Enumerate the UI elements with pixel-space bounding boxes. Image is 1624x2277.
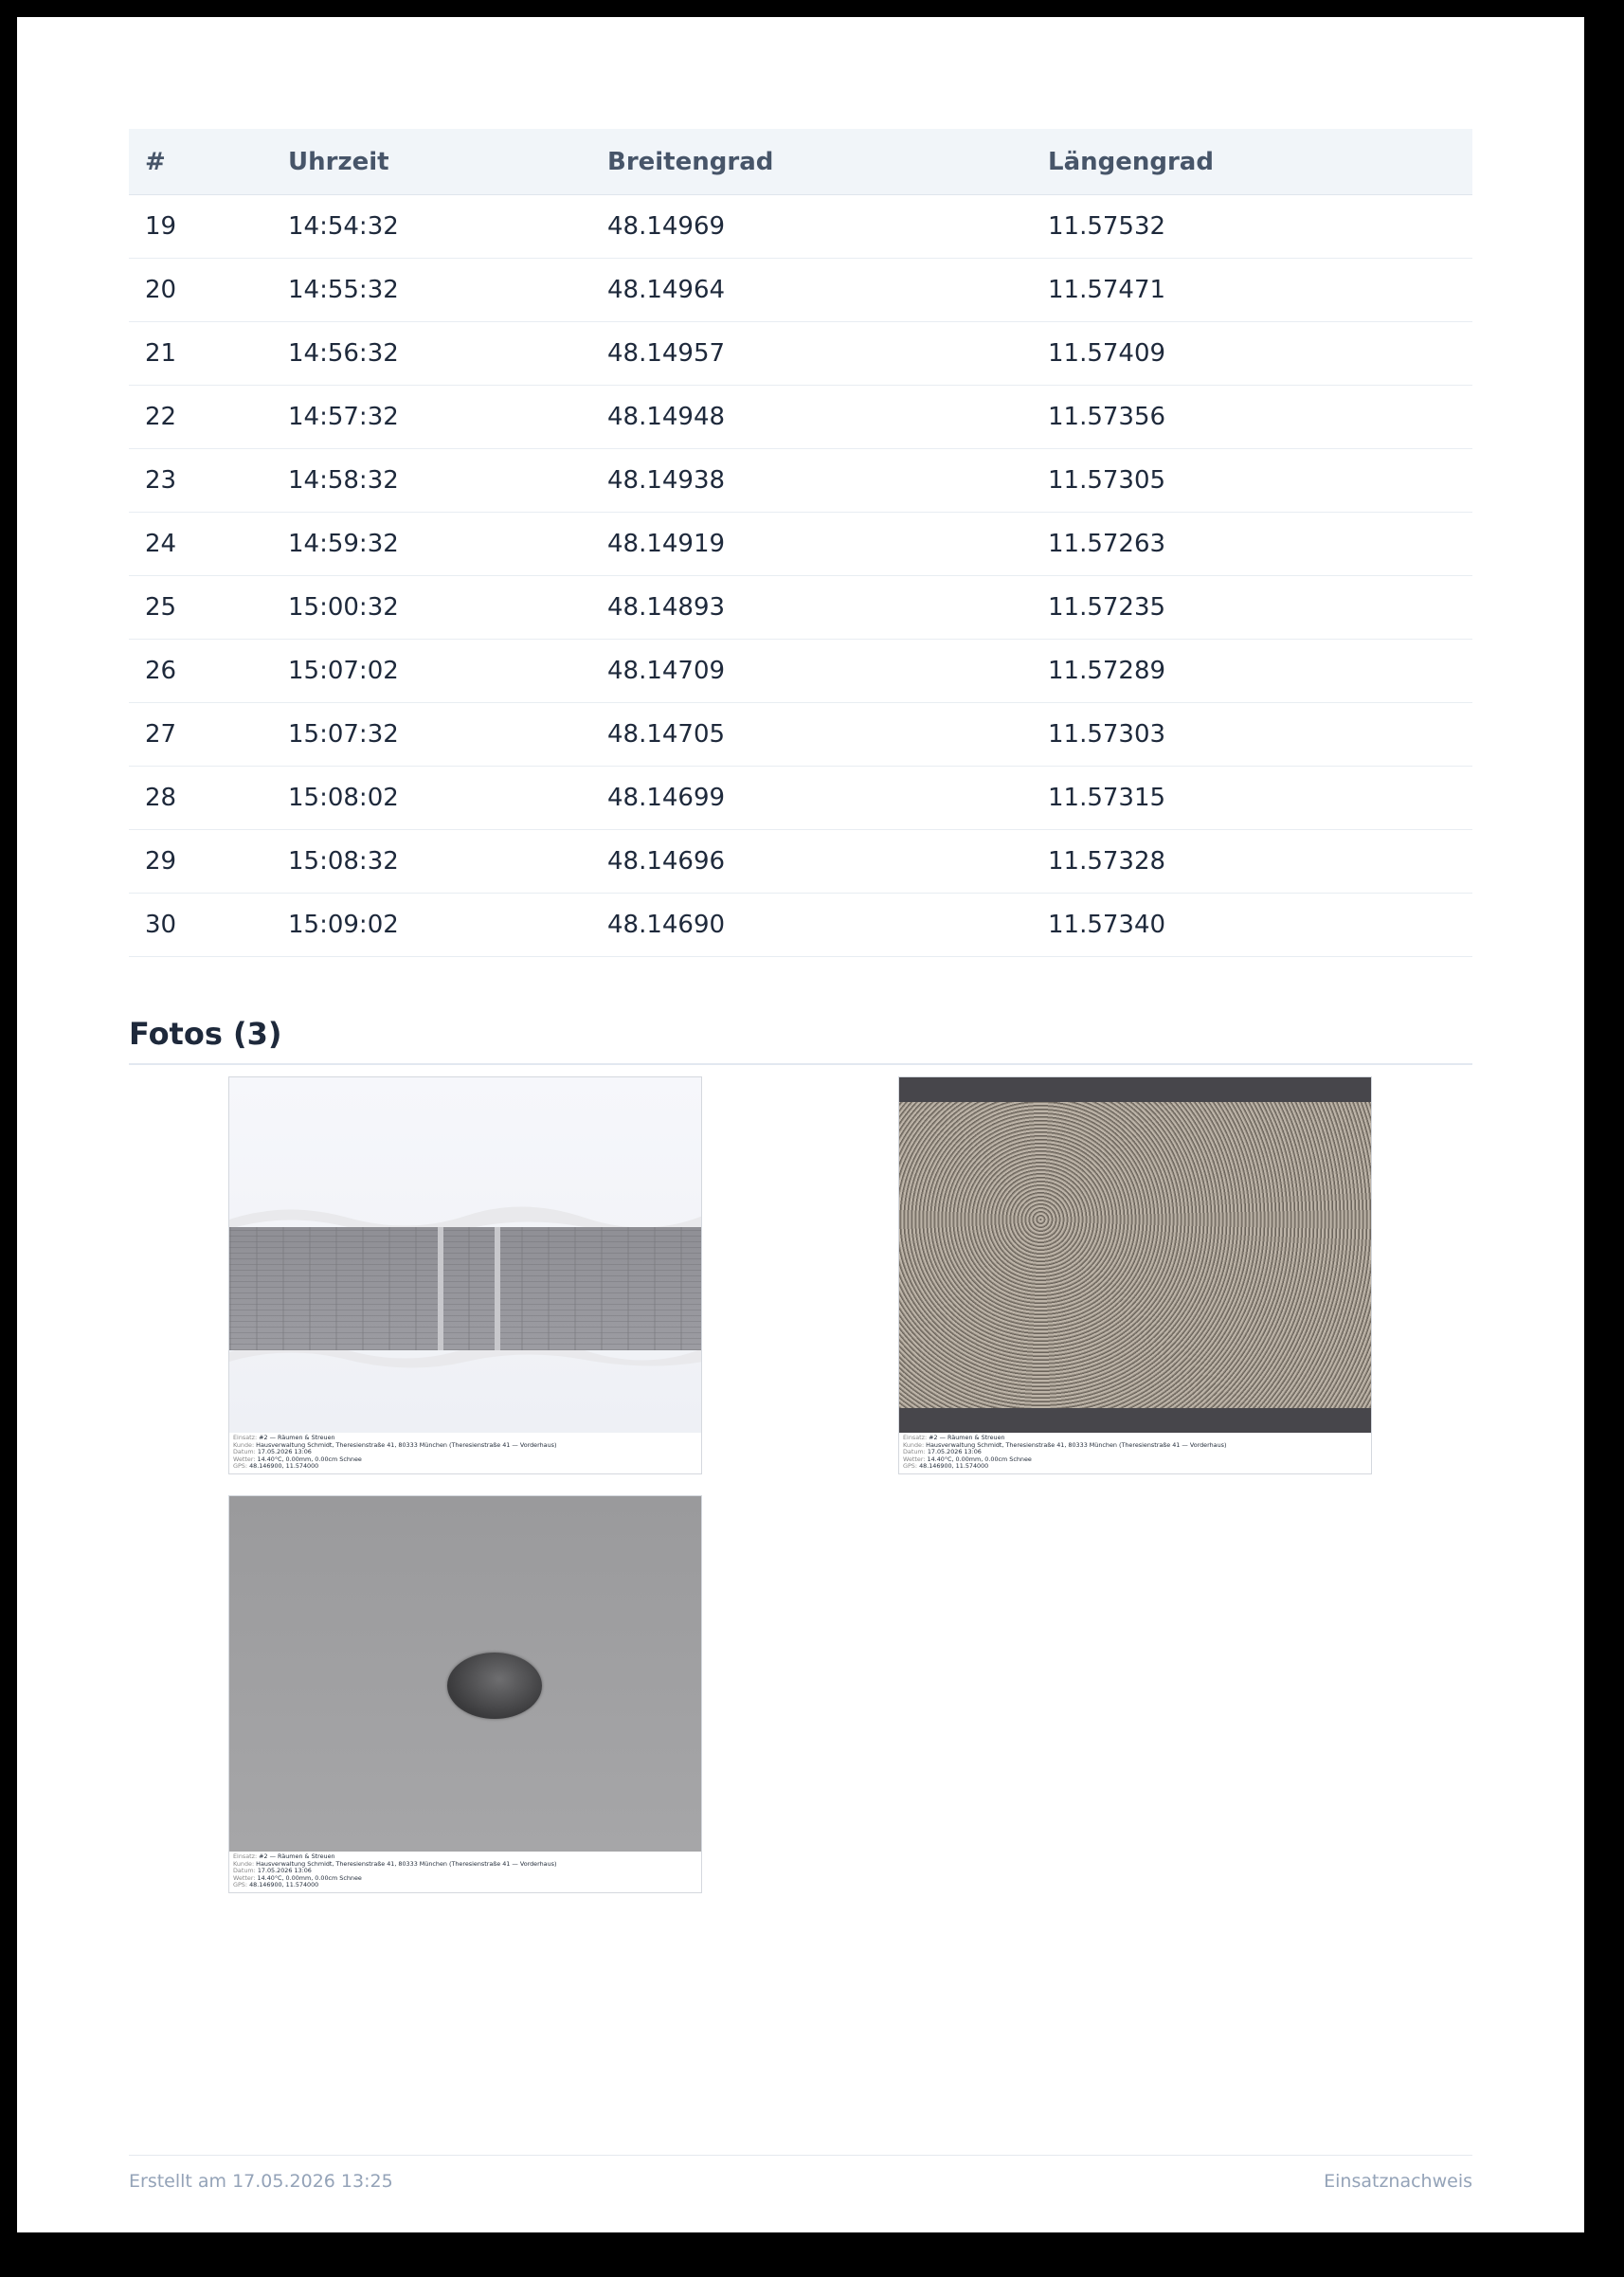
cell-time: 15:07:02 (272, 640, 591, 703)
page-footer (129, 2155, 1472, 2192)
table-row (129, 703, 1472, 767)
table-row (129, 386, 1472, 449)
table-row (129, 195, 1472, 259)
cell-latitude: 48.14938 (591, 449, 1032, 513)
gps-track-table (129, 129, 1472, 957)
cell-time: 14:58:32 (272, 449, 591, 513)
photo-card[interactable] (228, 1076, 702, 1474)
footer-document-type: Einsatznachweis (1324, 2171, 1472, 2192)
photo-image[interactable] (899, 1077, 1371, 1433)
cell-latitude: 48.14964 (591, 259, 1032, 322)
cell-time: 14:56:32 (272, 322, 591, 386)
table-row (129, 576, 1472, 640)
cell-longitude: 11.57315 (1032, 767, 1472, 830)
cell-number: 28 (129, 767, 272, 830)
cell-number: 21 (129, 322, 272, 386)
cell-number: 23 (129, 449, 272, 513)
photo-caption: Einsatz: #2 — Räumen & Streuen Kunde: Hausverwaltung Schmidt, Theresienstraße 41, 80333 München (Theresienstraße 41 — Vorderhaus) Datum: 17.05.2026 13:06 Wetter: 14.40°C, 0.00mm, 0.00cm Schnee GPS: 48.146900, 11.574000 (233, 1434, 557, 1471)
cell-number: 29 (129, 830, 272, 894)
cell-time: 14:57:32 (272, 386, 591, 449)
column-header-time: Uhrzeit (272, 129, 591, 195)
table-row (129, 894, 1472, 957)
table-row (129, 767, 1472, 830)
cell-longitude: 11.57289 (1032, 640, 1472, 703)
photo-image[interactable] (229, 1077, 701, 1433)
cell-latitude: 48.14893 (591, 576, 1032, 640)
cell-time: 15:07:32 (272, 703, 591, 767)
cell-longitude: 11.57532 (1032, 195, 1472, 259)
column-header-latitude: Breitengrad (591, 129, 1032, 195)
footer-created-date: Erstellt am 17.05.2026 13:25 (129, 2171, 393, 2192)
document-page (17, 17, 1584, 2232)
cell-time: 15:08:32 (272, 830, 591, 894)
table-body (129, 195, 1472, 957)
cell-number: 20 (129, 259, 272, 322)
cell-time: 14:59:32 (272, 513, 591, 576)
table-row (129, 640, 1472, 703)
cell-latitude: 48.14705 (591, 703, 1032, 767)
cell-number: 27 (129, 703, 272, 767)
photo-card[interactable] (228, 1495, 702, 1893)
cell-latitude: 48.14699 (591, 767, 1032, 830)
column-header-number: # (129, 129, 272, 195)
table-row (129, 830, 1472, 894)
cell-time: 15:08:02 (272, 767, 591, 830)
photo-caption: Einsatz: #2 — Räumen & Streuen Kunde: Hausverwaltung Schmidt, Theresienstraße 41, 80333 München (Theresienstraße 41 — Vorderhaus) Datum: 17.05.2026 13:06 Wetter: 14.40°C, 0.00mm, 0.00cm Schnee GPS: 48.146900, 11.574000 (903, 1434, 1227, 1471)
cell-latitude: 48.14957 (591, 322, 1032, 386)
cell-number: 26 (129, 640, 272, 703)
photo-caption: Einsatz: #2 — Räumen & Streuen Kunde: Hausverwaltung Schmidt, Theresienstraße 41, 80333 München (Theresienstraße 41 — Vorderhaus) Datum: 17.05.2026 13:06 Wetter: 14.40°C, 0.00mm, 0.00cm Schnee GPS: 48.146900, 11.574000 (233, 1852, 557, 1889)
cell-longitude: 11.57305 (1032, 449, 1472, 513)
cell-number: 19 (129, 195, 272, 259)
photo-card[interactable] (898, 1076, 1372, 1474)
table-header-row (129, 129, 1472, 195)
cell-longitude: 11.57235 (1032, 576, 1472, 640)
cell-time: 15:09:02 (272, 894, 591, 957)
cell-latitude: 48.14709 (591, 640, 1032, 703)
photos-section-title: Fotos (3) (129, 999, 1472, 1065)
cell-longitude: 11.57356 (1032, 386, 1472, 449)
cell-latitude: 48.14919 (591, 513, 1032, 576)
column-header-longitude: Längengrad (1032, 129, 1472, 195)
cell-time: 14:54:32 (272, 195, 591, 259)
cell-longitude: 11.57340 (1032, 894, 1472, 957)
cell-number: 22 (129, 386, 272, 449)
cell-longitude: 11.57409 (1032, 322, 1472, 386)
cell-time: 14:55:32 (272, 259, 591, 322)
cell-number: 30 (129, 894, 272, 957)
cell-latitude: 48.14969 (591, 195, 1032, 259)
table-row (129, 513, 1472, 576)
cell-longitude: 11.57303 (1032, 703, 1472, 767)
cell-longitude: 11.57263 (1032, 513, 1472, 576)
dark-object-graphic (447, 1653, 542, 1719)
photo-image[interactable] (229, 1496, 701, 1852)
cell-latitude: 48.14690 (591, 894, 1032, 957)
cell-number: 24 (129, 513, 272, 576)
cell-time: 15:00:32 (272, 576, 591, 640)
cell-number: 25 (129, 576, 272, 640)
cell-longitude: 11.57471 (1032, 259, 1472, 322)
cell-longitude: 11.57328 (1032, 830, 1472, 894)
cell-latitude: 48.14948 (591, 386, 1032, 449)
table-row (129, 322, 1472, 386)
cell-latitude: 48.14696 (591, 830, 1032, 894)
table-row (129, 449, 1472, 513)
table-row (129, 259, 1472, 322)
